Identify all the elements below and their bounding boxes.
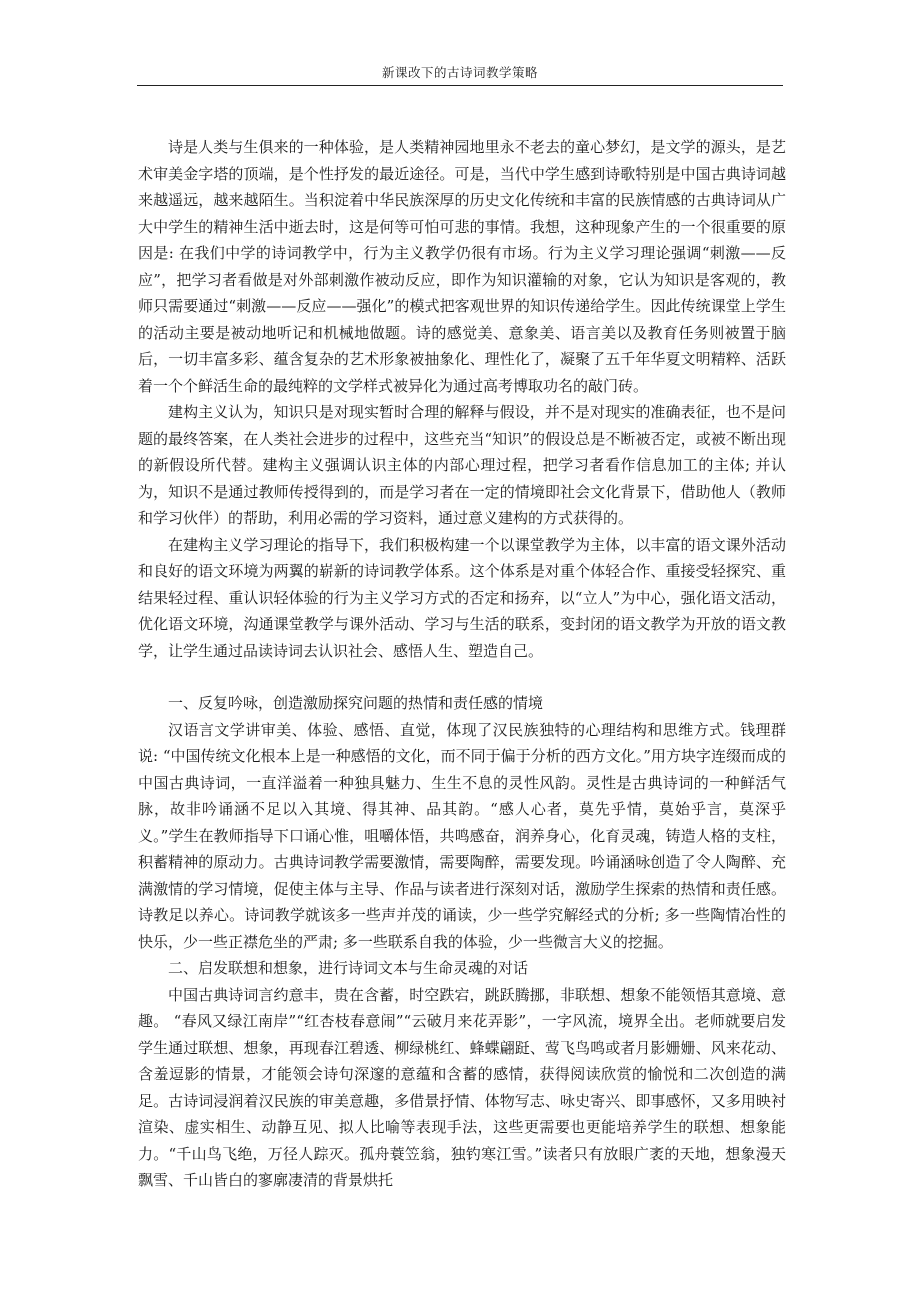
paragraph-recitation: 汉语言文学讲审美、体验、感悟、直觉，体现了汉民族独特的心理结构和思维方式。钱理群说: “中国传统文化根本上是一种感悟的文化，而不同于偏于分析的西方文化。”用方块字连缀而成的中国古典诗词，一直洋溢着一种独具魅力、生生不息的灵性风韵。灵性是古典诗词的一种鲜活气脉，故非吟诵涵不足以入其境、得其神、品其韵。“感人心者，莫先乎情，莫始乎言，莫深乎义。”学生在教师指导下口诵心惟，咀嚼体悟，共鸣感奋，润养身心，化育灵魂，铸造人格的支柱，积蓄精神的原动力。古典诗词教学需要激情，需要陶醉，需要发现。吟诵涵咏创造了令人陶醉、充满激情的学习情境，促使主体与主导、作品与读者进行深刻对话，激励学生探索的热情和责任感。诗教足以养心。诗词教学就该多一些声并茂的诵读，少一些学究解经式的分析; 多一些陶情冶性的快乐，少一些正襟危坐的严肃; 多一些联系自我的体验，少一些微言大义的挖掘。 — [138, 720, 786, 951]
paragraph-constructivism: 建构主义认为，知识只是对现实暂时合理的解释与假设，并不是对现实的准确表征，也不是问题的最终答案，在人类社会进步的过程中，这些充当“知识”的假设总是不断被否定，或被不断出现的新假设所代替。建构主义强调认识主体的内部心理过程，把学习者看作信息加工的主体; 并认为，知识不是通过教师传授得到的，而是学习者在一定的情境即社会文化背景下，借助他人（教师和学习伙伴）的帮助，利用必需的学习资料，通过意义建构的方式获得的。 — [138, 403, 786, 527]
paragraph-imagination: 中国古典诗词言约意丰，贵在含蓄，时空跌宕，跳跃腾挪，非联想、想象不能领悟其意境、意趣。 “春风又绿江南岸”“红杏枝春意闹”“云破月来花弄影”，一字风流，境界全出。老师就要启发学生通过联想、想象，再现春江碧透、柳绿桃红、蜂蝶翩跹、莺飞鸟鸣或者月影姗姗、风来花动、含羞逗影的情景，才能领会诗句深邃的意蕴和含蓄的感情，获得阅读欣赏的愉悦和二次创造的满足。古诗词浸润着汉民族的审美意趣，多借景抒情、体物写志、咏史寄兴、即事感怀，又多用映衬渲染、虚实相生、动静互见、拟人比喻等表现手法，这些更需要也更能培养学生的联想、想象能力。“千山鸟飞绝，万径人踪灭。孤舟蓑笠翁，独钓寒江雪。”读者只有放眼广袤的天地，想象漫天飘雪、千山皆白的寥廓凄清的背景烘托 — [138, 985, 786, 1189]
page-header — [137, 63, 783, 86]
section-heading-1: 一、反复吟咏，创造激励探究问题的热情和责任感的情境 — [168, 694, 544, 712]
section-heading-2: 二、启发联想和想象，进行诗词文本与生命灵魂的对话 — [168, 959, 529, 977]
paragraph-teaching-system: 在建构主义学习理论的指导下，我们积极构建一个以课堂教学为主体，以丰富的语文课外活动和良好的语文环境为两翼的崭新的诗词教学体系。这个体系是对重个体轻合作、重接受轻探究、重结果轻过程、重认识轻体验的行为主义学习方式的否定和扬弃，以“立人”为中心，强化语文活动，优化语文环境，沟通课堂教学与课外活动、学习与生活的联系，变封闭的语文教学为开放的语文教学，让学生通过品读诗词去认识社会、感悟人生、塑造自己。 — [138, 535, 786, 660]
document-body — [138, 134, 786, 1194]
page-header-title: 新课改下的古诗词教学策略 — [381, 65, 538, 80]
paragraph-intro: 诗是人类与生俱来的一种体验，是人类精神园地里永不老去的童心梦幻，是文学的源头，是艺术审美金字塔的顶端，是个性抒发的最近途径。可是，当代中学生感到诗歌特别是中国古典诗词越来越遥远，越来越陌生。当积淀着中华民族深厚的历史文化传统和丰富的民族情感的古典诗词从广大中学生的精神生活中逝去时，这是何等可怕可悲的事情。我想，这种现象产生的一个很重要的原因是: 在我们中学的诗词教学中，行为主义教学仍很有市场。行为主义学习理论强调“刺激——反应”，把学习者看做是对外部刺激作被动反应，即作为知识灌输的对象，它认为知识是客观的，教师只需要通过“刺激——反应——强化”的模式把客观世界的知识传递给学生。因此传统课堂上学生的活动主要是被动地听记和机械地做题。诗的感觉美、意象美、语言美以及教育任务则被置于脑后，一切丰富多彩、蕴含复杂的艺术形象被抽象化、理性化了，凝聚了五千年华夏文明精粹、活跃着一个个鲜活生命的最纯粹的文学样式被异化为通过高考博取功名的敲门砖。 — [138, 138, 786, 395]
